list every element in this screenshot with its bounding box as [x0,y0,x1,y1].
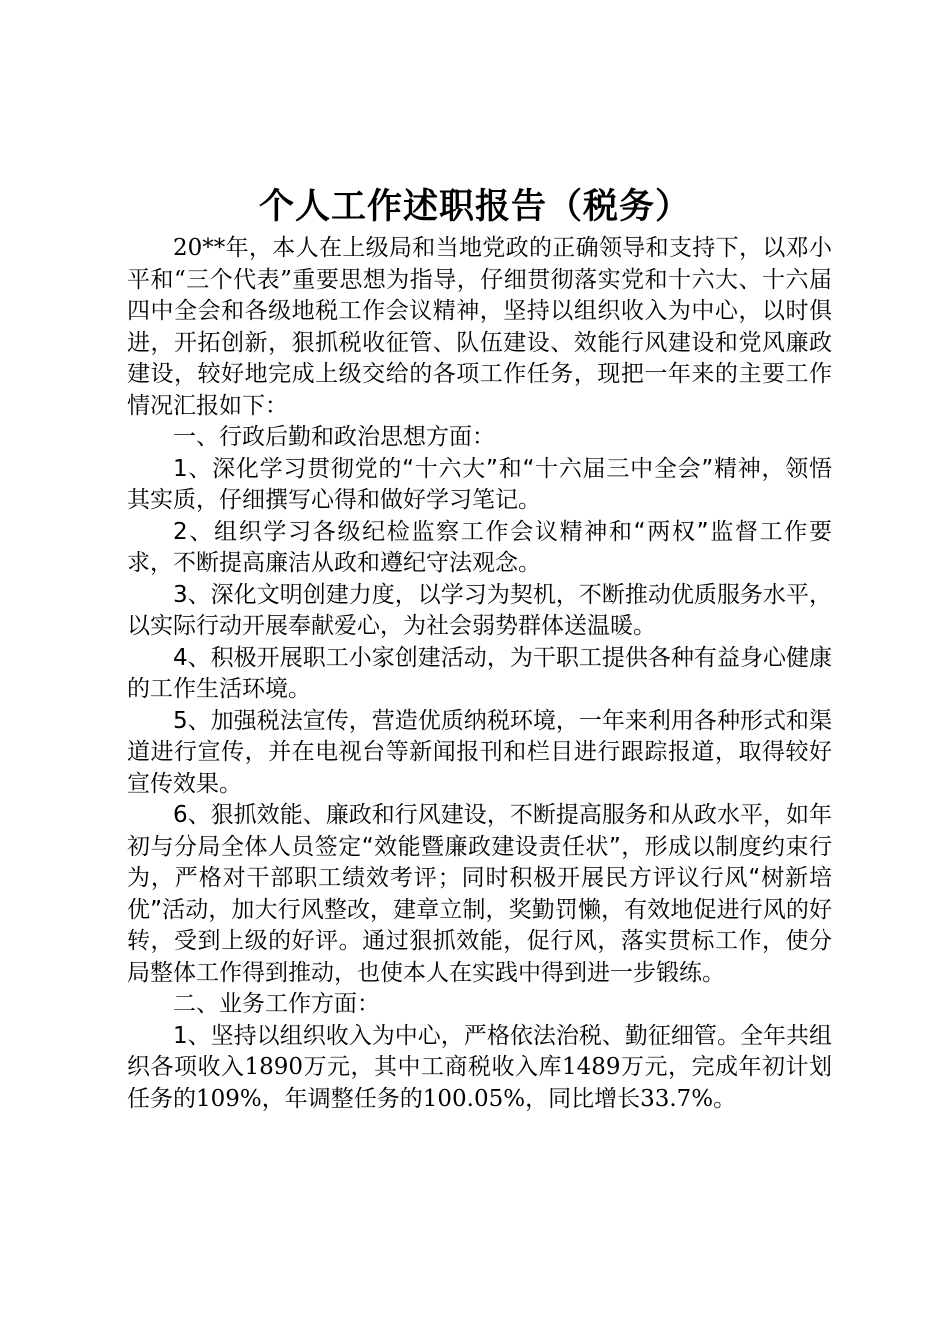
section-2-heading: 二、业务工作方面： [173,991,380,1017]
section-2-item-1 [127,1021,832,1116]
document-title: 个人工作述职报告（税务） [258,187,691,227]
intro-paragraph: 20**年，本人在上级局和当地党政的正确领导和支持下，以邓小平和“三个代表”重要思想为指导，仔细贯彻落实党和十六大、十六届四中全会和各级地税工作会议精神，坚持以组织收入为中心，以时俱进，开拓创新，狠抓税收征管、队伍建设、效能行风建设和党风廉政建设，较好地完成上级交给的各项工作任务，现把一年来的主要工作情况汇报如下： [127,235,832,419]
section-2-item-1-tail: 全年共组织各项收入1890万元，其中工商税收入库1489万元，完成年初计划任务的109%，年调整任务的100.05%，同比增长33.7%。 [127,1022,833,1112]
section-1-item-6 [127,800,832,989]
section-2-item-1-main: 1、坚持以组织收入为中心，严格依法治税、勤征细管。 [173,1022,740,1049]
section-1-item-3: 3、深化文明创建力度，以学习为契机，不断推动优质服务水平，以实际行动开展奉献爱心，为社会弱势群体送温暖。 [127,581,832,639]
section-1-item-6-tail: 通过狠抓效能，促行风，落实贯标工作，使分局整体工作得到推动，也使本人在实践中得到进一步锻练。 [127,928,833,986]
section-1-item-6-main: 6、狠抓效能、廉政和行风建设，不断提高服务和从政水平，如年初与分局全体人员签定“效能暨廉政建设责任状”，形成以制度约束行为，严格对干部职工绩效考评；同时积极开展民方评议行风“树新培优”活动，加大行风整改，建章立制，奖勤罚懒，有效地促进行风的好转，受到上级的好评。 [127,802,832,954]
section-1-item-2: 2、组织学习各级纪检监察工作会议精神和“两权”监督工作要求，不断提高廉洁从政和遵纪守法观念。 [127,518,832,576]
document-body [127,233,832,1115]
section-1-heading: 一、行政后勤和政治思想方面： [173,424,495,450]
section-1-item-5: 5、加强税法宣传，营造优质纳税环境，一年来利用各种形式和渠道进行宣传，并在电视台等新闻报刊和栏目进行跟踪报道，取得较好宣传效果。 [127,707,832,797]
section-1-item-1: 1、深化学习贯彻党的“十六大”和“十六届三中全会”精神，领悟其实质，仔细撰写心得和做好学习笔记。 [127,455,832,513]
section-1-item-4: 4、积极开展职工小家创建活动，为干职工提供各种有益身心健康的工作生活环境。 [127,644,832,702]
